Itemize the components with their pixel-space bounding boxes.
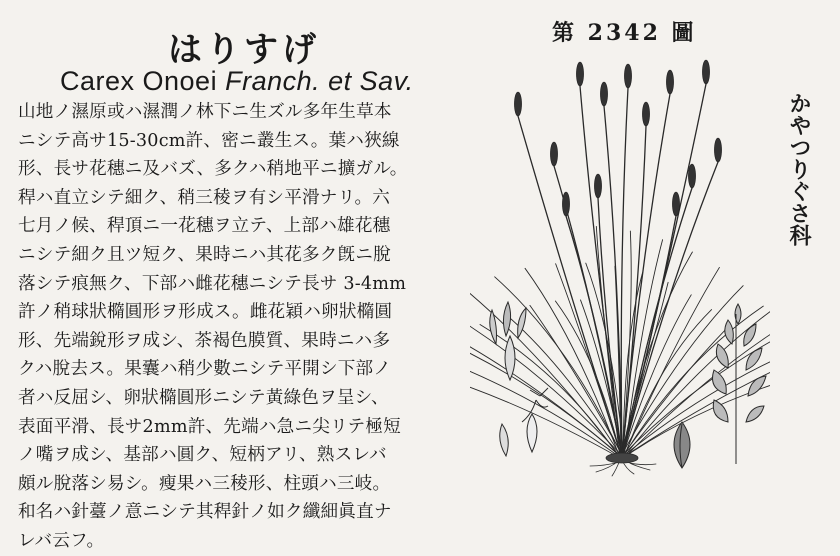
- description-block: [18, 98, 488, 556]
- description-line: 落シテ痕無ク、下部ハ雌花穗ニシテ長サ 3-4mm: [18, 273, 407, 294]
- plant-illustration: [470, 44, 770, 480]
- flower-spike: [702, 60, 709, 84]
- flower-spike: [714, 138, 721, 162]
- culm-stem: [622, 84, 706, 458]
- author-citation: Franch. et Sav.: [225, 66, 414, 96]
- description-line: クハ脫去ス。果囊ハ稍少數ニシテ平開シ下部ノ: [18, 359, 392, 380]
- flower-spike: [594, 174, 601, 198]
- description-line: 和名ハ針薹ノ意ニシテ其稈針ノ如ク纖細眞直ナ: [18, 502, 392, 523]
- flower-spike: [514, 92, 521, 116]
- culm-stem: [566, 216, 622, 458]
- scientific-name: [60, 66, 414, 97]
- description-line: 者ハ反屈シ、卵狀橢圓形ニシテ黃綠色ヲ呈シ、: [18, 387, 389, 408]
- description-line: レバ云フ。: [18, 530, 105, 551]
- description-line: 稈ハ直立シテ細ク、稍三稜ヲ有シ平滑ナリ。六: [18, 187, 391, 208]
- description-line: 山地ノ濕原或ハ濕潤ノ林下ニ生ズル多年生草本: [18, 102, 392, 122]
- description-line: ニシテ高サ15-30cm許、密ニ叢生ス。葉ハ狹線: [18, 130, 400, 151]
- japanese-name-heading: はりすげ: [168, 30, 320, 70]
- binomial: Carex Onoei: [60, 66, 218, 96]
- description-line: 形、長サ花穗ニ及バズ、多クハ稍地平ニ擴ガル。: [18, 159, 408, 180]
- description-line: 七月ノ候、稈頂ニ一花穗ヲ立テ、上部ハ雄花穗: [18, 216, 391, 237]
- achene-detail: [674, 422, 690, 468]
- family-name: かやつりぐさ科: [786, 92, 812, 246]
- spike-enlarged-detail: [713, 304, 767, 464]
- flower-spike: [550, 142, 557, 166]
- flower-spike: [688, 164, 695, 188]
- perigynium-detail: [500, 388, 548, 456]
- figure-number: 第 2342 圖: [552, 20, 697, 46]
- flower-spike: [576, 62, 583, 86]
- description-line: 頗ル脫落シ易シ。瘦果ハ三稜形、柱頭ハ三岐。: [18, 473, 391, 494]
- flower-spike: [666, 70, 673, 94]
- description-line: ニシテ細ク且ツ短ク、果時ニハ其花多ク旣ニ脫: [18, 244, 391, 265]
- flower-spike: [600, 82, 607, 106]
- flower-spike: [642, 102, 649, 126]
- leaves: [470, 226, 770, 458]
- leaf-blade: [525, 268, 620, 458]
- description-line: 表面平滑、長サ2mm許、先端ハ急ニ尖リテ極短: [18, 416, 401, 437]
- roots: [590, 453, 656, 476]
- description-line: 許ノ稍球狀橢圓形ヲ形成ス。雌花穎ハ卵狀橢圓: [18, 302, 393, 323]
- flower-spike: [562, 192, 569, 216]
- flower-spike: [624, 64, 631, 88]
- description-line: 形、先端銳形ヲ成シ、茶褐色膜質、果時ニハ多: [18, 330, 391, 351]
- description-line: ノ嘴ヲ成シ、基部ハ圓ク、短柄アリ、熟スレバ: [18, 445, 387, 466]
- flower-spike: [672, 192, 679, 216]
